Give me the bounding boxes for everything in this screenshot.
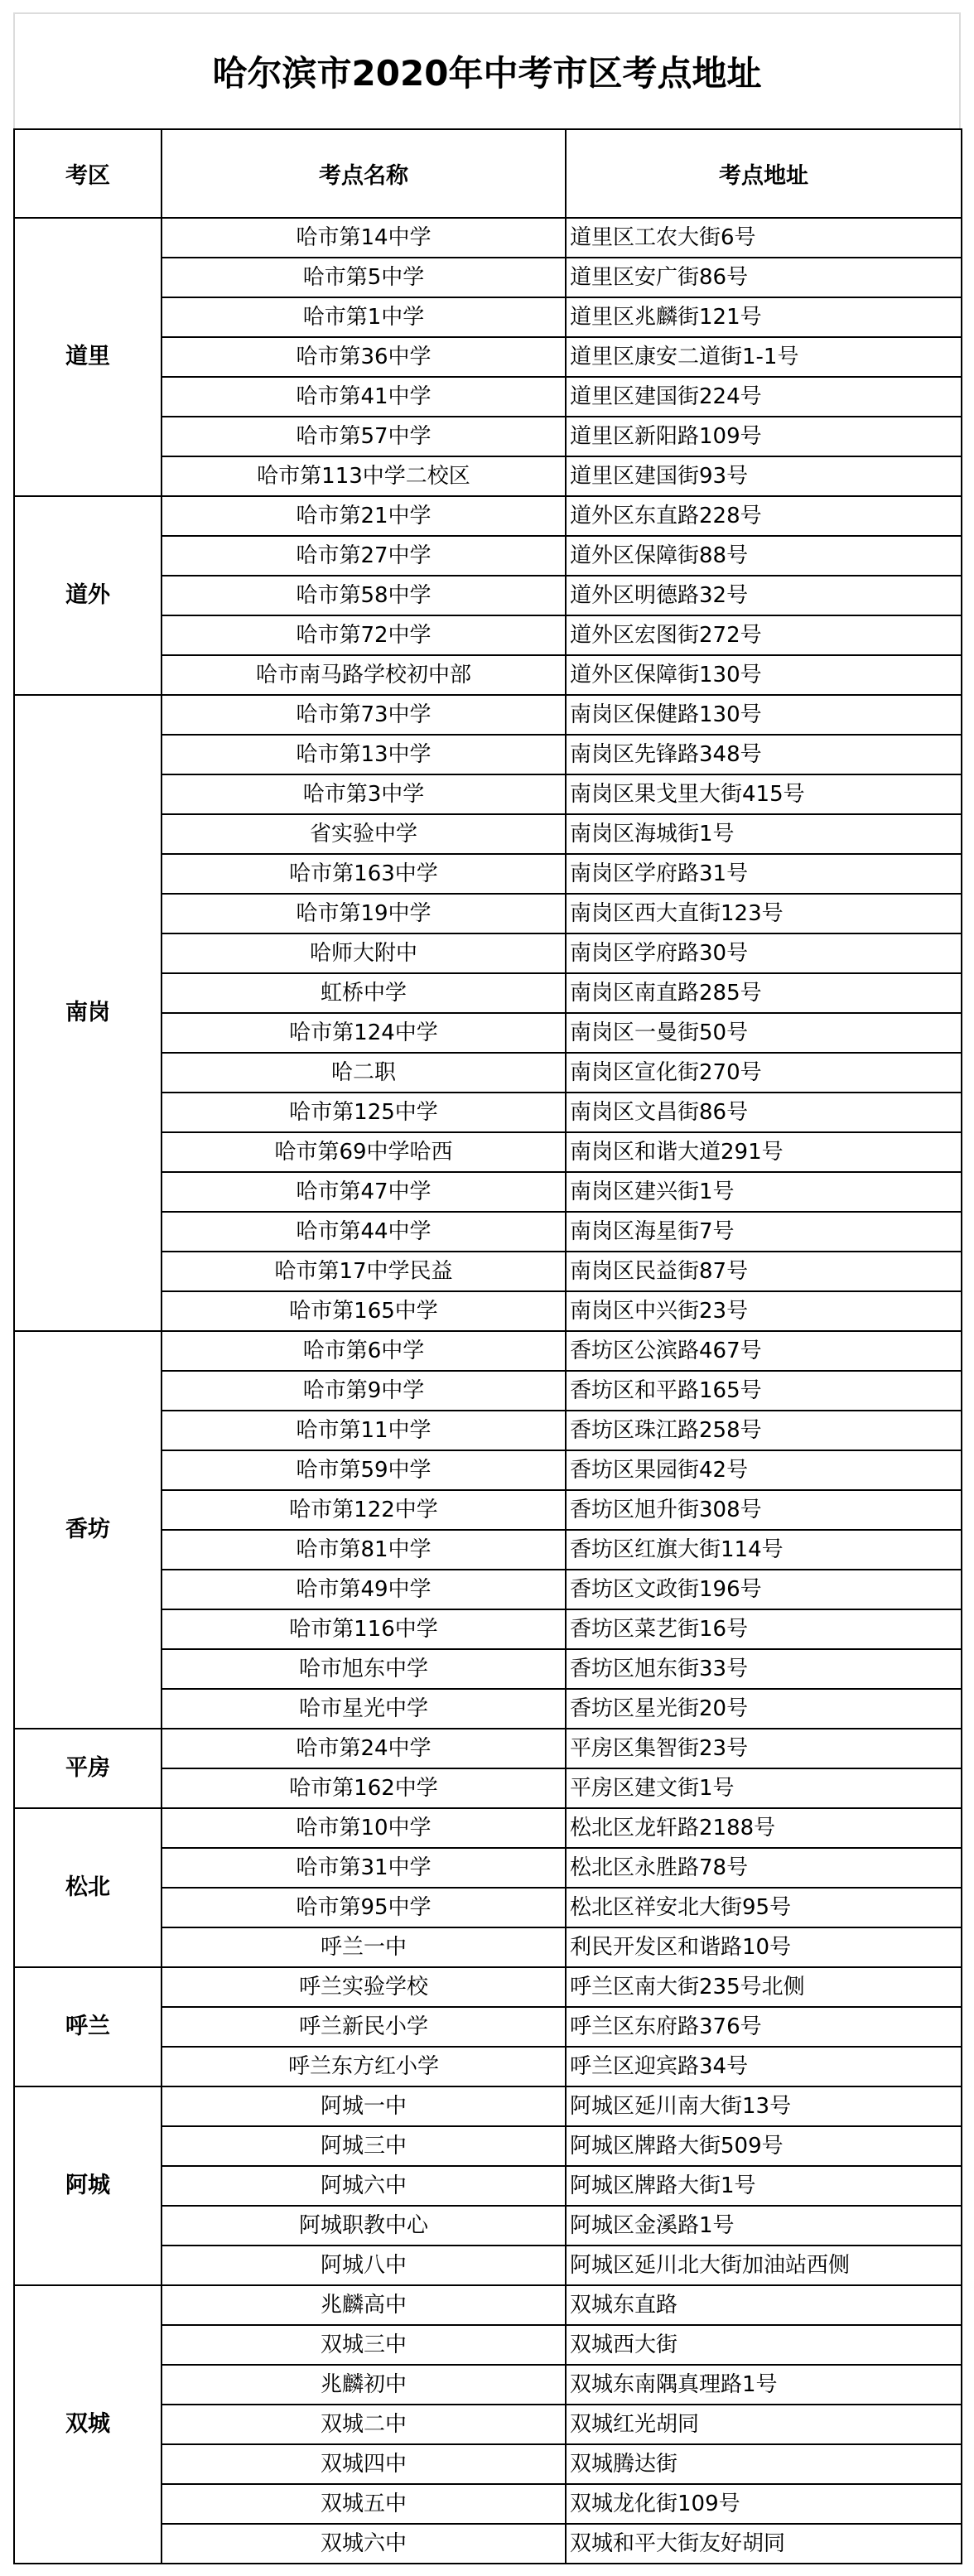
site-address-cell: 香坊区旭升街308号 xyxy=(566,1490,962,1530)
site-name-cell: 哈市第58中学 xyxy=(162,576,566,615)
site-address-cell: 南岗区和谐大道291号 xyxy=(566,1132,962,1172)
site-address-cell: 香坊区菜艺街16号 xyxy=(566,1609,962,1649)
site-name-cell: 双城六中 xyxy=(162,2524,566,2564)
site-name-cell: 省实验中学 xyxy=(162,814,566,854)
site-address-cell: 南岗区海星街7号 xyxy=(566,1212,962,1252)
site-name-cell: 哈二职 xyxy=(162,1053,566,1093)
site-address-cell: 道里区建国街224号 xyxy=(566,377,962,417)
site-name-cell: 哈市第81中学 xyxy=(162,1530,566,1570)
district-cell: 道里 xyxy=(14,218,162,496)
site-name-cell: 阿城职教中心 xyxy=(162,2206,566,2246)
site-address-cell: 呼兰区迎宾路34号 xyxy=(566,2047,962,2086)
site-name-cell: 哈市南马路学校初中部 xyxy=(162,655,566,695)
site-address-cell: 双城东直路 xyxy=(566,2285,962,2325)
site-address-cell: 平房区集智街23号 xyxy=(566,1729,962,1768)
site-address-cell: 松北区永胜路78号 xyxy=(566,1848,962,1888)
site-address-cell: 南岗区文昌街86号 xyxy=(566,1093,962,1132)
site-name-cell: 哈市第69中学哈西 xyxy=(162,1132,566,1172)
site-address-cell: 南岗区西大直街123号 xyxy=(566,894,962,933)
site-name-cell: 哈市第3中学 xyxy=(162,774,566,814)
title-box xyxy=(13,12,961,128)
site-address-cell: 道里区工农大街6号 xyxy=(566,218,962,258)
site-name-cell: 哈师大附中 xyxy=(162,933,566,973)
site-name-cell: 哈市第31中学 xyxy=(162,1848,566,1888)
site-address-cell: 道里区新阳路109号 xyxy=(566,417,962,456)
site-address-cell: 南岗区南直路285号 xyxy=(566,973,962,1013)
site-name-cell: 兆麟初中 xyxy=(162,2365,566,2405)
site-name-cell: 哈市第73中学 xyxy=(162,695,566,735)
table-row xyxy=(14,1729,962,1768)
site-address-cell: 道外区宏图街272号 xyxy=(566,615,962,655)
site-name-cell: 哈市第57中学 xyxy=(162,417,566,456)
site-name-cell: 哈市第122中学 xyxy=(162,1490,566,1530)
site-address-cell: 双城西大街 xyxy=(566,2325,962,2365)
site-name-cell: 哈市第14中学 xyxy=(162,218,566,258)
site-name-cell: 哈市第125中学 xyxy=(162,1093,566,1132)
site-address-cell: 松北区祥安北大街95号 xyxy=(566,1888,962,1927)
site-address-cell: 南岗区宣化街270号 xyxy=(566,1053,962,1093)
site-name-cell: 哈市第165中学 xyxy=(162,1291,566,1331)
table-row xyxy=(14,218,962,258)
site-name-cell: 哈市星光中学 xyxy=(162,1689,566,1729)
site-name-cell: 哈市第21中学 xyxy=(162,496,566,536)
district-cell: 松北 xyxy=(14,1808,162,1967)
site-address-cell: 南岗区果戈里大街415号 xyxy=(566,774,962,814)
site-address-cell: 道里区康安二道街1-1号 xyxy=(566,337,962,377)
site-name-cell: 双城四中 xyxy=(162,2444,566,2484)
site-address-cell: 香坊区和平路165号 xyxy=(566,1371,962,1411)
site-name-cell: 哈市第47中学 xyxy=(162,1172,566,1212)
site-address-cell: 道外区保障街130号 xyxy=(566,655,962,695)
district-cell: 双城 xyxy=(14,2285,162,2564)
document-sheet xyxy=(13,12,961,2564)
table-row xyxy=(14,2086,962,2126)
site-address-cell: 松北区龙轩路2188号 xyxy=(566,1808,962,1848)
site-name-cell: 双城三中 xyxy=(162,2325,566,2365)
site-name-cell: 哈市第9中学 xyxy=(162,1371,566,1411)
page-title: 哈尔滨市2020年中考市区考点地址 xyxy=(212,53,762,94)
site-name-cell: 哈市第41中学 xyxy=(162,377,566,417)
site-address-cell: 南岗区建兴街1号 xyxy=(566,1172,962,1212)
table-header-row xyxy=(14,129,962,218)
district-cell: 平房 xyxy=(14,1729,162,1808)
district-cell: 阿城 xyxy=(14,2086,162,2285)
site-name-cell: 呼兰新民小学 xyxy=(162,2007,566,2047)
site-name-cell: 哈市第27中学 xyxy=(162,536,566,576)
site-address-cell: 道里区建国街93号 xyxy=(566,456,962,496)
site-address-cell: 南岗区一曼街50号 xyxy=(566,1013,962,1053)
site-name-cell: 虹桥中学 xyxy=(162,973,566,1013)
site-name-cell: 哈市第72中学 xyxy=(162,615,566,655)
site-address-cell: 南岗区学府路30号 xyxy=(566,933,962,973)
site-address-cell: 南岗区民益街87号 xyxy=(566,1252,962,1291)
site-address-cell: 香坊区旭东街33号 xyxy=(566,1649,962,1689)
site-address-cell: 道外区东直路228号 xyxy=(566,496,962,536)
table-row xyxy=(14,1808,962,1848)
site-name-cell: 哈市第95中学 xyxy=(162,1888,566,1927)
site-name-cell: 呼兰一中 xyxy=(162,1927,566,1967)
site-address-cell: 双城东南隅真理路1号 xyxy=(566,2365,962,2405)
site-name-cell: 双城二中 xyxy=(162,2405,566,2444)
site-address-cell: 利民开发区和谐路10号 xyxy=(566,1927,962,1967)
district-cell: 道外 xyxy=(14,496,162,695)
site-name-cell: 哈市第116中学 xyxy=(162,1609,566,1649)
site-address-cell: 香坊区果园街42号 xyxy=(566,1450,962,1490)
header-site-address: 考点地址 xyxy=(566,129,962,218)
district-cell: 香坊 xyxy=(14,1331,162,1729)
site-address-cell: 南岗区中兴街23号 xyxy=(566,1291,962,1331)
site-address-cell: 南岗区海城街1号 xyxy=(566,814,962,854)
table-row xyxy=(14,1331,962,1371)
site-address-cell: 阿城区牌路大街1号 xyxy=(566,2166,962,2206)
site-name-cell: 哈市第163中学 xyxy=(162,854,566,894)
site-name-cell: 哈市第49中学 xyxy=(162,1570,566,1609)
site-address-cell: 呼兰区东府路376号 xyxy=(566,2007,962,2047)
site-name-cell: 阿城三中 xyxy=(162,2126,566,2166)
site-address-cell: 双城龙化街109号 xyxy=(566,2484,962,2524)
site-name-cell: 哈市第19中学 xyxy=(162,894,566,933)
site-address-cell: 南岗区保健路130号 xyxy=(566,695,962,735)
site-address-cell: 香坊区珠江路258号 xyxy=(566,1411,962,1450)
site-name-cell: 哈市第17中学民益 xyxy=(162,1252,566,1291)
site-name-cell: 哈市第13中学 xyxy=(162,735,566,774)
site-address-cell: 香坊区文政街196号 xyxy=(566,1570,962,1609)
site-name-cell: 哈市第162中学 xyxy=(162,1768,566,1808)
site-address-cell: 双城腾达街 xyxy=(566,2444,962,2484)
table-row xyxy=(14,2285,962,2325)
district-cell: 呼兰 xyxy=(14,1967,162,2086)
site-name-cell: 阿城六中 xyxy=(162,2166,566,2206)
site-address-cell: 阿城区牌路大街509号 xyxy=(566,2126,962,2166)
site-address-cell: 道里区兆麟街121号 xyxy=(566,297,962,337)
site-address-cell: 香坊区红旗大街114号 xyxy=(566,1530,962,1570)
table-row xyxy=(14,695,962,735)
site-name-cell: 哈市第1中学 xyxy=(162,297,566,337)
header-district: 考区 xyxy=(14,129,162,218)
site-name-cell: 呼兰实验学校 xyxy=(162,1967,566,2007)
site-name-cell: 阿城八中 xyxy=(162,2246,566,2285)
district-cell: 南岗 xyxy=(14,695,162,1331)
site-name-cell: 哈市第11中学 xyxy=(162,1411,566,1450)
table-row xyxy=(14,1967,962,2007)
site-name-cell: 兆麟高中 xyxy=(162,2285,566,2325)
site-address-cell: 平房区建文街1号 xyxy=(566,1768,962,1808)
site-name-cell: 哈市第124中学 xyxy=(162,1013,566,1053)
site-address-cell: 道里区安广街86号 xyxy=(566,258,962,297)
site-name-cell: 哈市第10中学 xyxy=(162,1808,566,1848)
site-name-cell: 哈市第5中学 xyxy=(162,258,566,297)
table-body xyxy=(14,218,962,2564)
site-address-cell: 香坊区星光街20号 xyxy=(566,1689,962,1729)
site-address-cell: 阿城区延川南大街13号 xyxy=(566,2086,962,2126)
exam-sites-table xyxy=(13,128,962,2564)
site-address-cell: 南岗区学府路31号 xyxy=(566,854,962,894)
site-address-cell: 南岗区先锋路348号 xyxy=(566,735,962,774)
header-site-name: 考点名称 xyxy=(162,129,566,218)
site-name-cell: 哈市第59中学 xyxy=(162,1450,566,1490)
site-name-cell: 双城五中 xyxy=(162,2484,566,2524)
site-address-cell: 双城和平大街友好胡同 xyxy=(566,2524,962,2564)
site-address-cell: 双城红光胡同 xyxy=(566,2405,962,2444)
site-name-cell: 哈市第44中学 xyxy=(162,1212,566,1252)
site-address-cell: 阿城区延川北大街加油站西侧 xyxy=(566,2246,962,2285)
site-name-cell: 哈市第6中学 xyxy=(162,1331,566,1371)
site-name-cell: 哈市旭东中学 xyxy=(162,1649,566,1689)
site-name-cell: 哈市第113中学二校区 xyxy=(162,456,566,496)
site-name-cell: 呼兰东方红小学 xyxy=(162,2047,566,2086)
site-address-cell: 道外区明德路32号 xyxy=(566,576,962,615)
site-address-cell: 道外区保障街88号 xyxy=(566,536,962,576)
site-name-cell: 阿城一中 xyxy=(162,2086,566,2126)
site-name-cell: 哈市第24中学 xyxy=(162,1729,566,1768)
table-row xyxy=(14,496,962,536)
site-name-cell: 哈市第36中学 xyxy=(162,337,566,377)
site-address-cell: 呼兰区南大街235号北侧 xyxy=(566,1967,962,2007)
site-address-cell: 阿城区金溪路1号 xyxy=(566,2206,962,2246)
site-address-cell: 香坊区公滨路467号 xyxy=(566,1331,962,1371)
